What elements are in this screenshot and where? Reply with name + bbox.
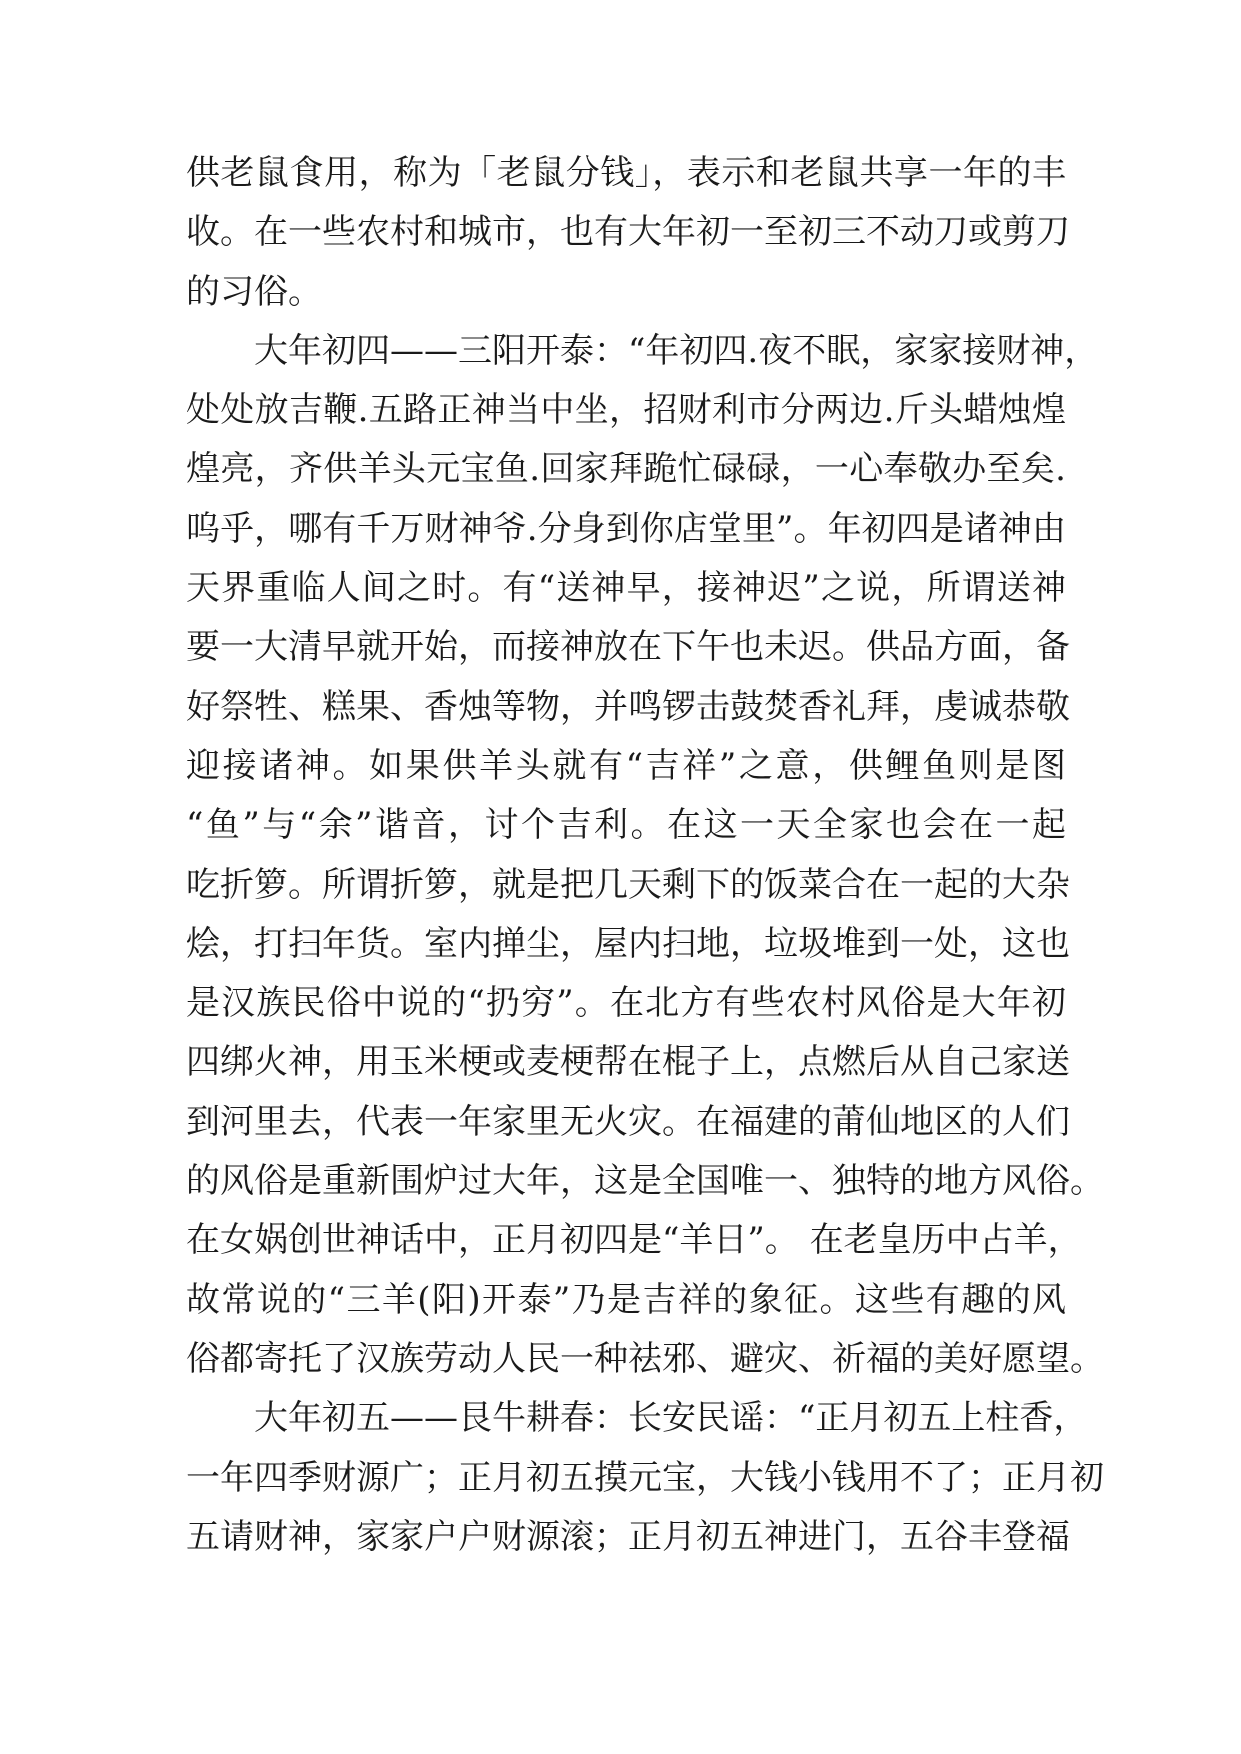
body-text: [186, 144, 1104, 1567]
text-line: 在女娲创世神话中，正月初四是“羊日”。 在老皇历中占羊，: [186, 1220, 1082, 1261]
text-line: 烩，打扫年货。室内掸尘，屋内扫地，垃圾堆到一处，这也: [186, 923, 1070, 964]
text-line: 收。在一些农村和城市，也有大年初一至初三不动刀或剪刀: [186, 212, 1070, 253]
text-line: 处处放吉鞭.五路正神当中坐，招财利市分两边.斤头蜡烛煌: [186, 390, 1066, 431]
text-line: 是汉族民俗中说的“扔穷”。在北方有些农村风俗是大年初: [186, 983, 1066, 1024]
text-line: 好祭牲、糕果、香烛等物，并鸣锣击鼓焚香礼拜，虔诚恭敬: [186, 686, 1070, 727]
text-line: 要一大清早就开始，而接神放在下午也未迟。供品方面，备: [186, 627, 1070, 668]
text-line: 故常说的“三羊(阳)开泰”乃是吉祥的象征。这些有趣的风: [186, 1279, 1066, 1320]
text-line: 五请财神，家家户户财源滚；正月初五神进门，五谷丰登福: [186, 1516, 1070, 1557]
text-line: 的习俗。: [186, 271, 322, 312]
text-line: 煌亮，齐供羊头元宝鱼.回家拜跪忙碌碌，一心奉敬办至矣.: [186, 449, 1066, 490]
text-line: 一年四季财源广；正月初五摸元宝，大钱小钱用不了；正月初: [186, 1457, 1104, 1498]
text-line: 吃折箩。所谓折箩，就是把几天剩下的饭菜合在一起的大杂: [186, 864, 1070, 905]
text-line: 迎接诸神。如果供羊头就有“吉祥”之意，供鲤鱼则是图: [186, 745, 1066, 786]
text-line: 的风俗是重新围炉过大年，这是全国唯一、独特的地方风俗。: [186, 1161, 1104, 1202]
text-line: 到河里去，代表一年家里无火灾。在福建的莆仙地区的人们: [186, 1101, 1070, 1142]
text-line: 供老鼠食用，称为「老鼠分钱」，表示和老鼠共享一年的丰: [186, 153, 1066, 193]
text-line: “鱼”与“余”谐音，讨个吉利。在这一天全家也会在一起: [186, 805, 1066, 846]
text-line: 俗都寄托了汉族劳动人民一种祛邪、避灾、祈福的美好愿望。: [186, 1338, 1104, 1379]
text-line: 天界重临人间之时。有“送神早，接神迟”之说，所谓送神: [186, 568, 1066, 609]
text-line: 四绑火神，用玉米梗或麦梗帮在棍子上，点燃后从自己家送: [186, 1042, 1070, 1083]
paragraph-start-line: 大年初四——三阳开泰：“年初四.夜不眠，家家接财神，: [254, 330, 1099, 371]
paragraph-start-line: 大年初五——艮牛耕春：长安民谣：“正月初五上柱香，: [254, 1398, 1088, 1439]
text-line: 呜乎，哪有千万财神爷.分身到你店堂里”。年初四是诸神由: [186, 508, 1066, 549]
